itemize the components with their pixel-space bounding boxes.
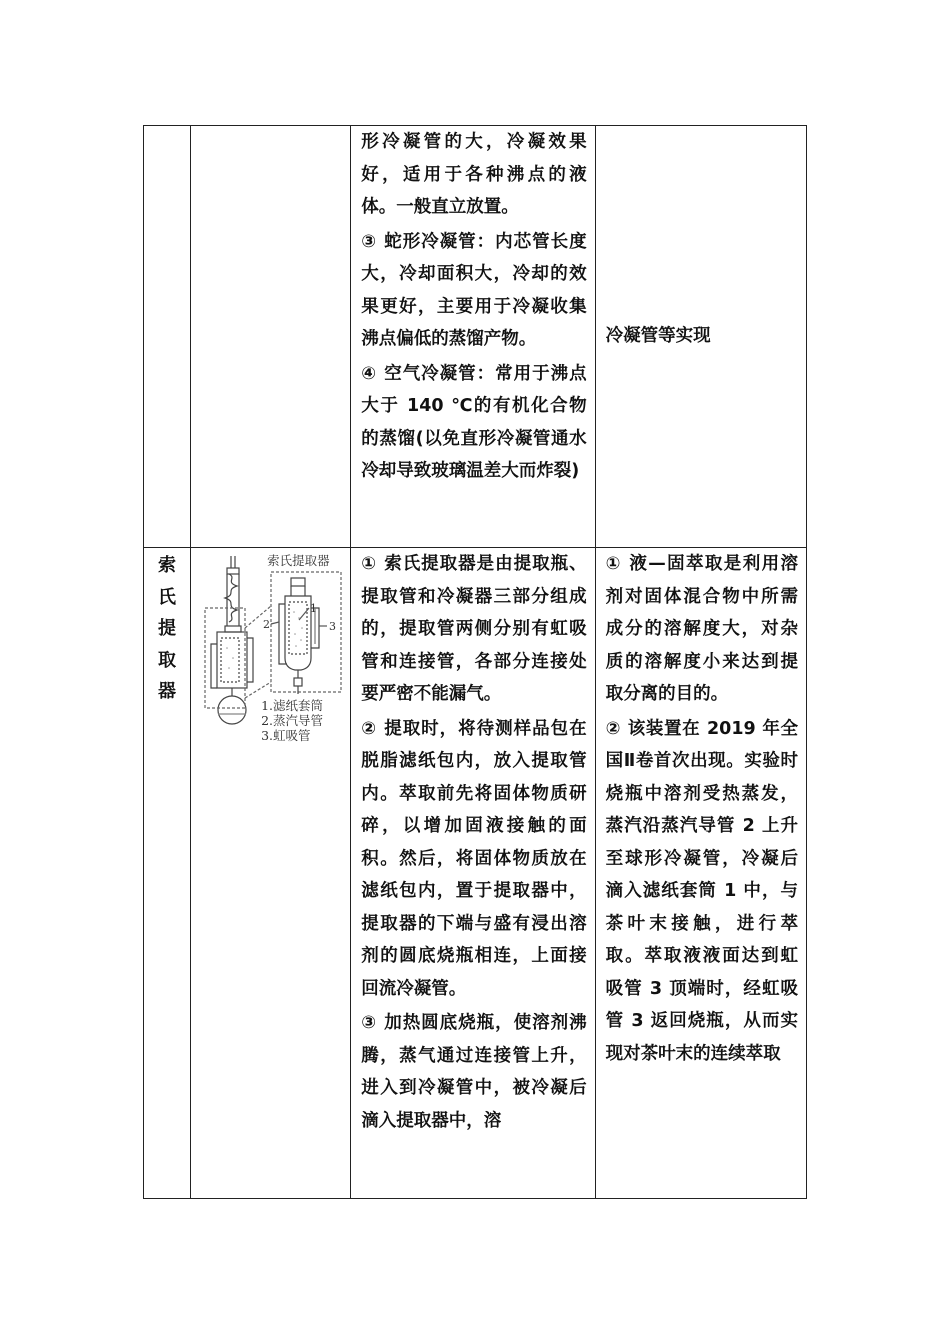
figure-legend bbox=[261, 698, 323, 743]
label-2: 2 bbox=[263, 618, 271, 631]
paragraph: 形冷凝管的大，冷凝效果好，适用于各种沸点的液体。一般直立放置。 bbox=[361, 132, 587, 217]
cell-description bbox=[351, 126, 595, 548]
paragraph: ③ 蛇形冷凝管：内芯管长度大，冷却面积大，冷却的效果更好，主要用于冷凝收集沸点偏低的蒸馏产物。 bbox=[361, 231, 587, 349]
cell-name-empty bbox=[144, 126, 191, 548]
content-table bbox=[143, 125, 807, 1199]
name-char: 器 bbox=[158, 681, 177, 702]
paragraph: ① 液—固萃取是利用溶剂对固体混合物中所需成分的溶解度大，对杂质的溶解度小来达到提取分离的目的。 bbox=[605, 554, 798, 704]
cell-name bbox=[144, 548, 191, 1199]
soxhlet-figure bbox=[191, 548, 350, 758]
name-char: 氏 bbox=[158, 586, 177, 608]
table-row-soxhlet bbox=[144, 548, 807, 1199]
name-char: 提 bbox=[158, 618, 177, 639]
cell-figure-empty bbox=[191, 126, 351, 548]
cell-notes bbox=[595, 548, 806, 1199]
paragraph: ① 索氏提取器是由提取瓶、提取管和冷凝器三部分组成的，提取管两侧分别有虹吸管和连接管，各部分连接处要严密不能漏气。 bbox=[361, 554, 587, 704]
cell-figure bbox=[191, 548, 351, 1199]
legend-item: 2.蒸汽导管 bbox=[261, 713, 323, 728]
paragraph: ② 该装置在 2019 年全国Ⅱ卷首次出现。实验时烧瓶中溶剂受热蒸发，蒸汽沿蒸汽导管 2 上升至球形冷凝管，冷凝后滴入滤纸套筒 1 中，与茶叶末接触，进行萃取。萃取液液面达到虹吸管 3 顶端时，经虹吸管 3 返回烧瓶，从而实现对茶叶末的连续萃取 bbox=[605, 718, 798, 1064]
paragraph: ④ 空气冷凝管：常用于沸点大于 140 ℃的有机化合物的蒸馏(以免直形冷凝管通水冷却导致玻璃温差大而炸裂) bbox=[361, 363, 587, 481]
label-3: 3 bbox=[329, 620, 337, 633]
paragraph: ③ 加热圆底烧瓶，使溶剂沸腾，蒸气通过连接管上升，进入到冷凝管中，被冷凝后滴入提取器中，溶 bbox=[361, 1013, 587, 1131]
paragraph: 冷凝管等实现 bbox=[605, 326, 711, 347]
cell-notes bbox=[595, 126, 806, 548]
apparatus-name bbox=[144, 548, 190, 708]
cell-description bbox=[351, 548, 595, 1199]
figure-title: 索氏提取器 bbox=[267, 553, 330, 568]
label-1: 1 bbox=[310, 602, 318, 615]
legend-item: 1.滤纸套筒 bbox=[261, 698, 323, 713]
paragraph: ② 提取时，将待测样品包在脱脂滤纸包内，放入提取管内。萃取前先将固体物质研碎，以增加固液接触的面积。然后，将固体物质放在滤纸包内，置于提取器中，提取器的下端与盛有浸出溶剂的圆底烧瓶相连，上面接回流冷凝管。 bbox=[361, 718, 587, 999]
name-char: 取 bbox=[158, 649, 177, 671]
name-char: 索 bbox=[158, 555, 177, 576]
legend-item: 3.虹吸管 bbox=[261, 728, 311, 743]
table-row-condenser bbox=[144, 126, 807, 548]
